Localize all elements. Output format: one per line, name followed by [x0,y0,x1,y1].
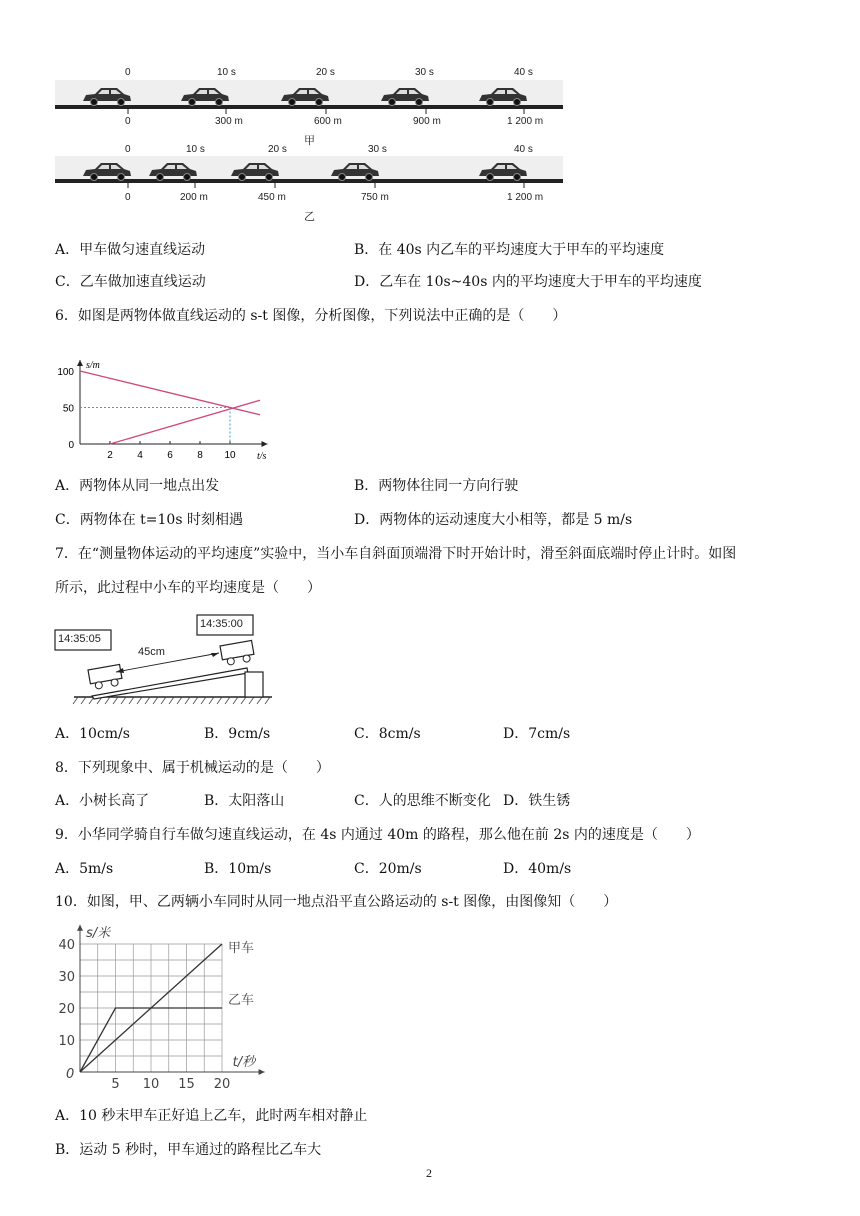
y-axis-arrow [77,360,83,366]
clock-bottom: 14:35:05 [58,633,101,645]
q10-chart-svg [55,922,275,1094]
q6-stem: 6．如图是两物体做直线运动的 s-t 图像，分析图像，下列说法中正确的是（ ） [55,308,567,324]
y-axis-label: s/m [86,360,100,372]
q6-option-d[interactable]: D．两物体的运动速度大小相等，都是 5 m/s [354,512,633,528]
clock-top: 14:35:00 [200,618,243,630]
y-tick-label: 50 [62,403,74,415]
q7-option-c[interactable]: C．8cm/s [354,726,421,742]
x-tick-label: 6 [167,450,173,461]
jia-time-10: 10 s [217,67,236,78]
q8-option-b[interactable]: B．太阳落山 [204,793,285,809]
x-axis-label: t/秒 [232,1055,256,1070]
yi-time-20: 20 s [268,144,287,155]
q10-option-b[interactable]: B．运动 5 秒时，甲车通过的路程比乙车大 [55,1142,322,1158]
q8-option-d[interactable]: D．铁生锈 [503,793,571,809]
y-tick-label: 20 [58,1002,75,1017]
y-tick-label: 30 [58,970,75,985]
q10-option-a[interactable]: A．10 秒末甲车正好追上乙车，此时两车相对静止 [55,1108,368,1124]
q5-option-d[interactable]: D．乙车在 10s~40s 内的平均速度大于甲车的平均速度 [354,274,702,290]
cart-bottom [88,664,123,690]
q6-option-c[interactable]: C．两物体在 t=10s 时刻相遇 [55,512,243,528]
q7-option-b[interactable]: B．9cm/s [204,726,271,742]
yi-dist-0: 0 [125,192,131,203]
jia-time-20: 20 s [316,67,335,78]
y-axis-arrow [77,925,83,931]
yi-dist-450: 450 m [258,192,286,203]
y-tick-label: 40 [58,938,75,953]
q5-option-a[interactable]: A．甲车做匀速直线运动 [55,242,206,258]
x-tick-label: 15 [178,1077,195,1092]
yi-time-10: 10 s [186,144,205,155]
q9-option-a[interactable]: A．5m/s [55,861,114,877]
q10-stem: 10．如图，甲、乙两辆小车同时从同一地点沿平直公路运动的 s-t 图像，由图像知（ ） [55,894,618,910]
q5-option-c[interactable]: C．乙车做加速直线运动 [55,274,206,290]
jia-label: 甲 [304,135,315,147]
q7-option-d[interactable]: D．7cm/s [503,726,571,742]
q9-stem: 9．小华同学骑自行车做匀速直线运动，在 4s 内通过 40m 的路程，那么他在前 2s 内的速度是（ ） [55,827,700,843]
yi-dist-200: 200 m [180,192,208,203]
yi-dist-750: 750 m [361,192,389,203]
y-tick-label: 0 [68,440,74,451]
jia-dist-1200: 1 200 m [507,116,544,127]
yi-label: 乙 [304,211,315,223]
q6-chart [50,336,267,464]
q10-chart [55,922,275,1094]
jia-time-40: 40 s [514,67,533,78]
q7-stem-line1: 7．在“测量物体运动的平均速度”实验中，当小车自斜面顶端滑下时开始计时，滑至斜面底端时停止计时。如图 [55,546,737,562]
page-number: 2 [426,1166,432,1180]
yi-time-30: 30 s [368,144,387,155]
yi-time-40: 40 s [514,144,533,155]
y-tick-label: 10 [58,1034,75,1049]
y-tick-label: 100 [57,367,74,378]
jia-time-30: 30 s [415,67,434,78]
x-tick-label: 0 [66,1067,75,1082]
q7-option-a[interactable]: A．10cm/s [55,726,130,742]
x-tick-label: 4 [137,450,143,461]
yi-time-0: 0 [125,144,131,155]
x-tick-label: 8 [197,450,203,461]
x-tick-label: 20 [213,1077,231,1092]
q6-chart-svg [50,336,267,464]
jia-time-0: 0 [125,67,131,78]
q5-option-b[interactable]: B．在 40s 内乙车的平均速度大于甲车的平均速度 [354,242,665,258]
x-tick-label: 5 [111,1077,120,1092]
y-axis-label: s/米 [86,926,111,942]
cart-top [220,640,255,666]
jia-dist-600: 600 m [314,116,342,127]
q9-option-b[interactable]: B．10m/s [204,861,272,877]
jia-dist-0: 0 [125,116,131,127]
q8-stem: 8．下列现象中、属于机械运动的是（ ） [55,760,330,776]
jia-dist-300: 300 m [215,116,243,127]
q8-option-c[interactable]: C．人的思维不断变化 [354,793,491,809]
q9-option-c[interactable]: C．20m/s [354,861,422,877]
q6-option-b[interactable]: B．两物体往同一方向行驶 [354,478,519,494]
series-line-2 [110,400,260,444]
q7-stem-line2: 所示，此过程中小车的平均速度是（ ） [55,580,321,596]
jia-dist-900: 900 m [413,116,441,127]
series-label-2: 乙车 [228,993,255,1008]
series-label-1: 甲车 [228,941,255,956]
q8-option-a[interactable]: A．小树长高了 [55,793,150,809]
x-tick-label: 10 [224,450,236,461]
x-axis-label: t/s [257,451,267,462]
x-tick-label: 10 [142,1077,160,1092]
distance-label: 45cm [138,646,165,658]
x-axis-arrow [259,1069,265,1075]
x-axis-arrow [262,441,268,447]
yi-dist-1200: 1 200 m [507,192,544,203]
x-tick-label: 2 [107,450,113,461]
q9-option-d[interactable]: D．40m/s [503,861,572,877]
q6-option-a[interactable]: A．两物体从同一地点出发 [55,478,220,494]
